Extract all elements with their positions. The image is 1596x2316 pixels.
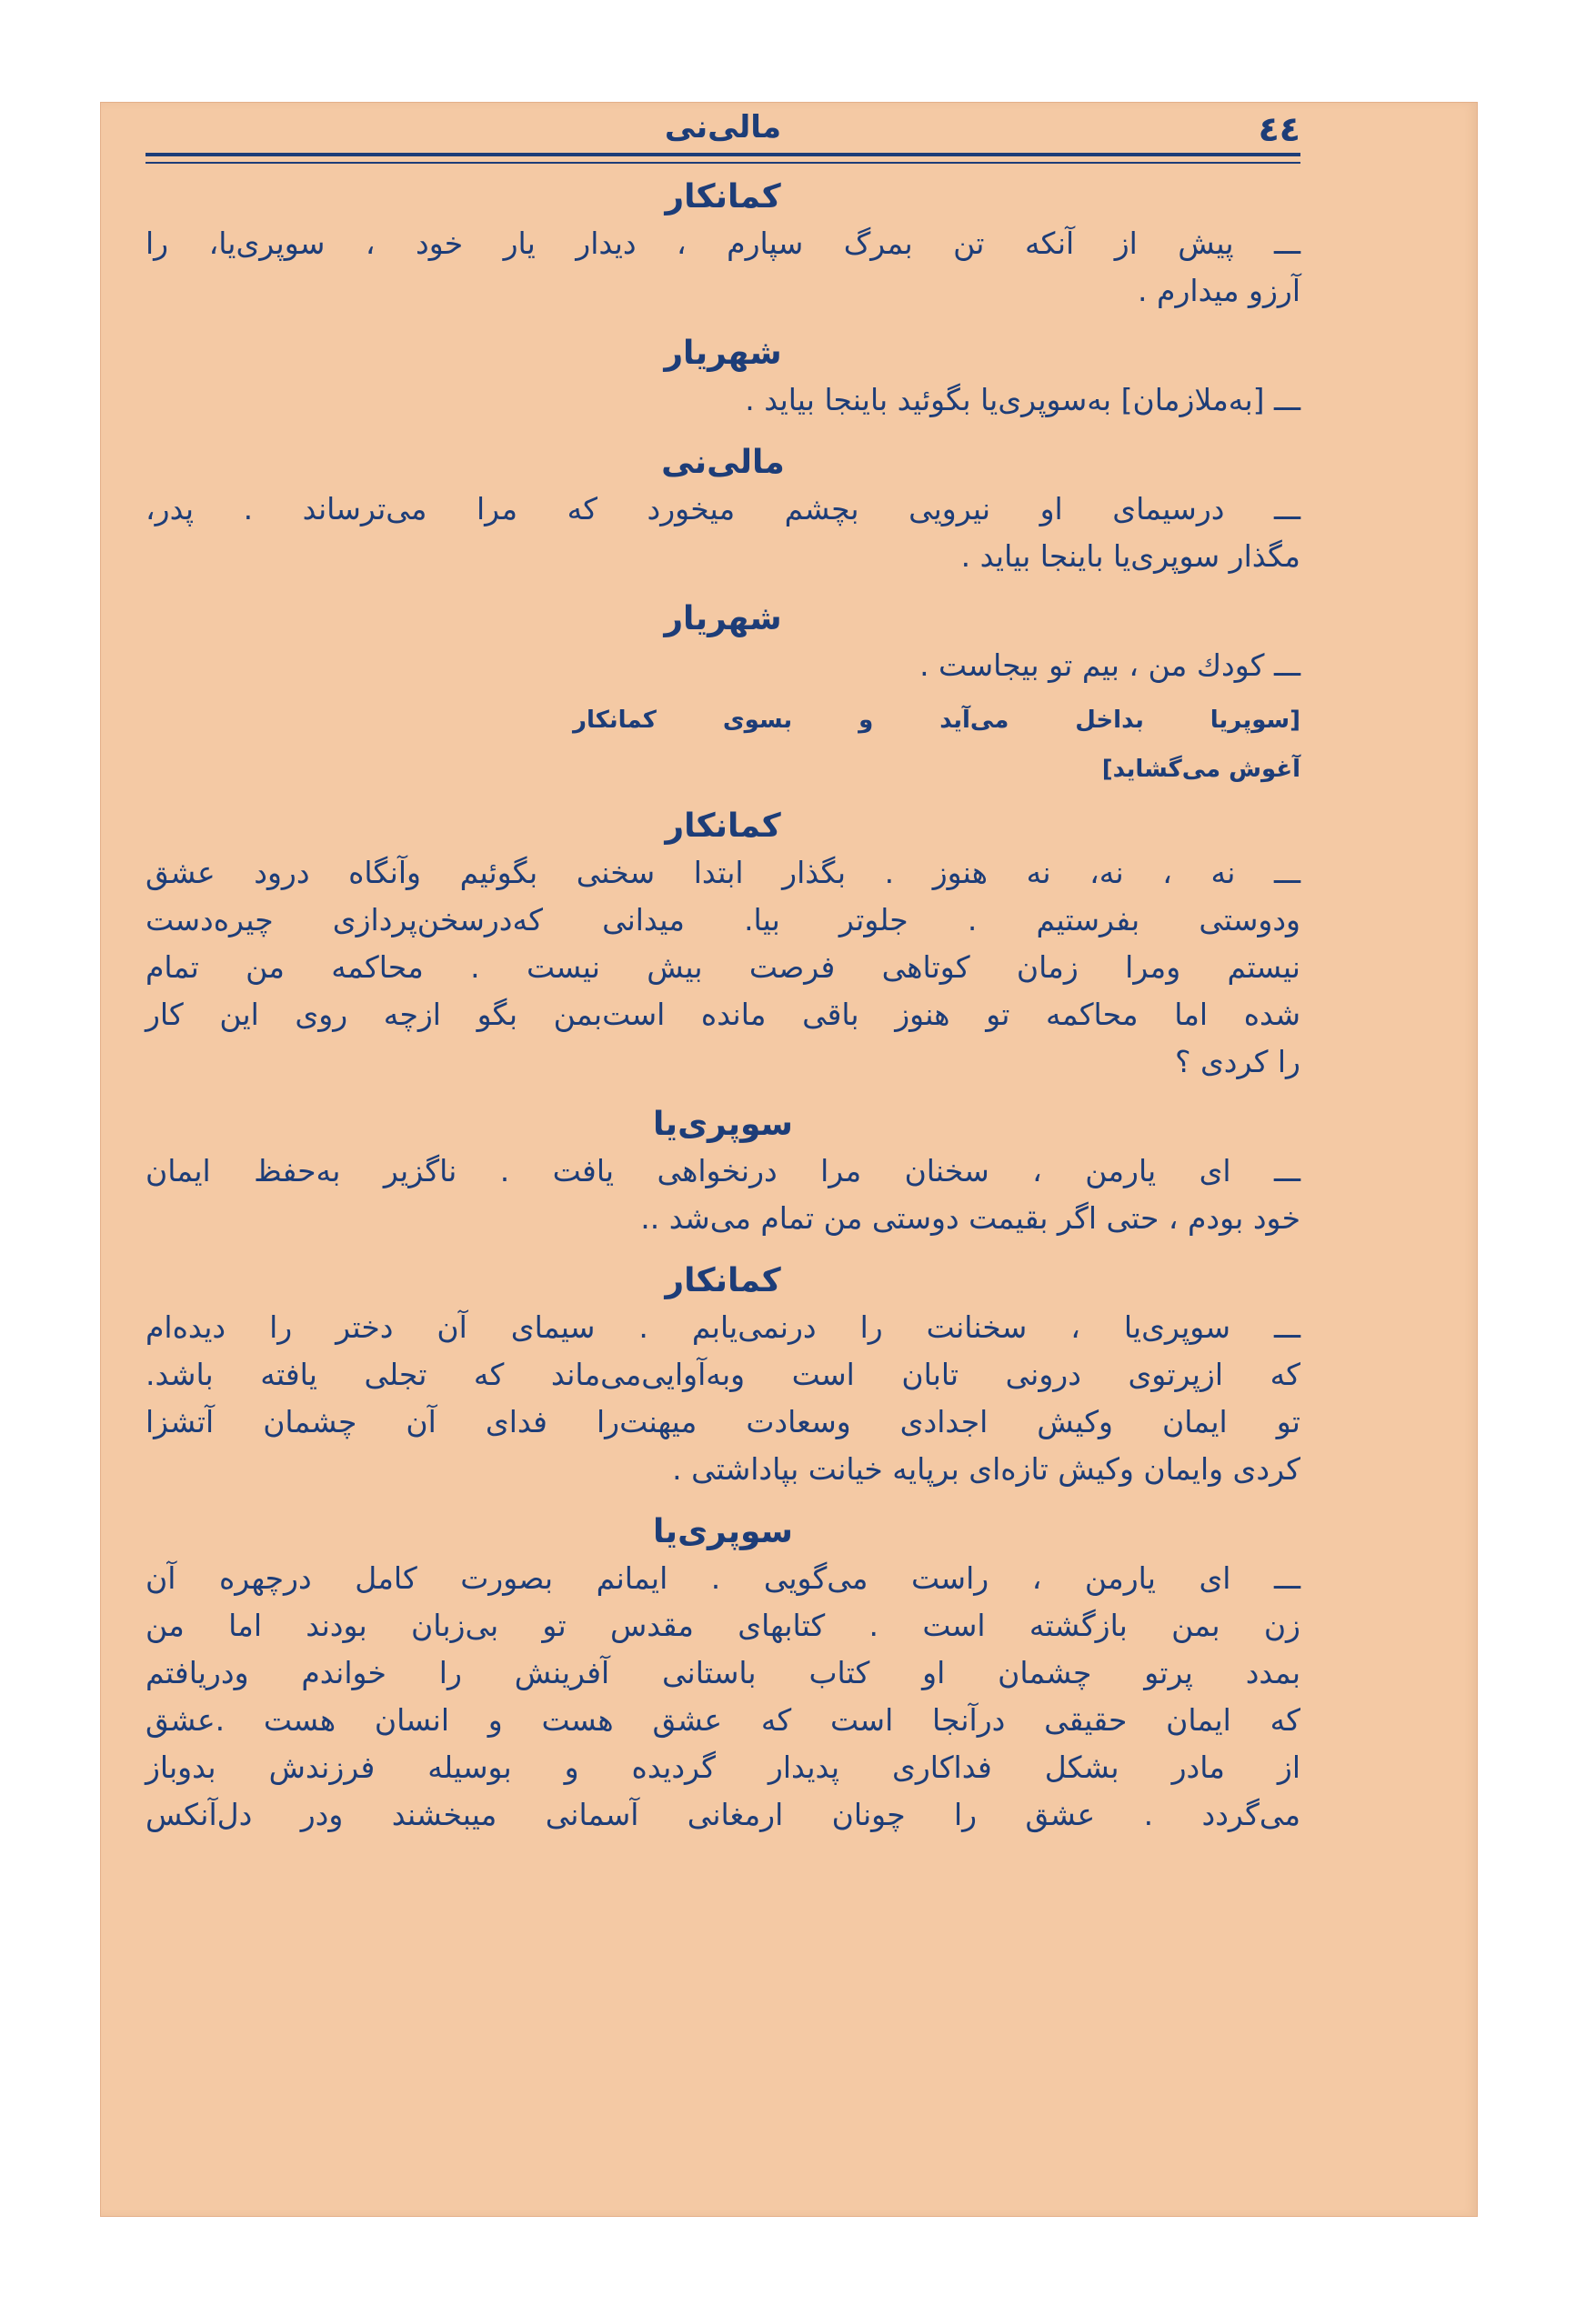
dialogue-line: ـــ کودك من ، بیم تو بیجاست . xyxy=(919,647,1300,683)
speaker-name: سوپری‌یا xyxy=(653,1513,793,1550)
dialogue-line: آرزو میدارم . xyxy=(1138,273,1300,308)
stage-direction: [سوپریا بداخل می‌آید و بسوی کمانکار xyxy=(573,707,1300,734)
dialogue-line: ـــ درسیمای او نیرویی بچشم میخورد که مرا می‌ترساند . پدر، xyxy=(146,491,1300,526)
stage-direction: آغوش می‌گشاید] xyxy=(1101,756,1300,783)
page-number: ٤٤ xyxy=(1258,109,1300,149)
dialogue-line: از مادر بشکل فداکاری پدیدار گردیده و بوسیله فرزندش بدوباز xyxy=(146,1750,1300,1785)
header-rule xyxy=(146,153,1300,156)
speaker-name: مالی‌نی xyxy=(661,444,785,481)
speaker-name: کمانکار xyxy=(665,1262,781,1299)
dialogue-line: که ازپرتوی درونی تابان است وبه‌آوایی‌می‌ماند که تجلی یافته باشد. xyxy=(146,1357,1300,1392)
dialogue-line: که ایمان حقیقی درآنجا است که عشق هست و انسان هست .عشق xyxy=(146,1702,1300,1738)
speaker-name: کمانکار xyxy=(665,178,781,216)
speaker-name: شهریار xyxy=(664,600,782,637)
dialogue-line: شده اما محاکمه تو هنوز باقی مانده است‌بمن بگو ازچه روی این کار xyxy=(146,997,1300,1032)
dialogue-line: ـــ ای یارمن ، سخنان مرا درنخواهی یافت . ناگزیر به‌حفظ ایمان xyxy=(146,1153,1300,1188)
dialogue-line: مگذار سوپری‌یا باینجا بیاید . xyxy=(960,538,1300,574)
header-rule-thin xyxy=(146,162,1300,164)
speaker-name: شهریار xyxy=(664,335,782,372)
dialogue-line: می‌گردد . عشق را چونان ارمغانی آسمانی میبخشند ودر دل‌آنکس xyxy=(146,1797,1300,1832)
dialogue-line: ـــ سوپری‌یا ، سخنانت را درنمی‌یابم . سیمای آن دختر را دیده‌ام xyxy=(146,1309,1300,1345)
dialogue-line: زن بمن بازگشته است . کتابهای مقدس تو بی‌زبان بودند اما من xyxy=(146,1608,1300,1643)
dialogue-line: ـــ نه ، نه، نه هنوز . بگذار ابتدا سخنی بگوئیم وآنگاه درود عشق xyxy=(146,855,1300,890)
running-title: مالی‌نی xyxy=(664,109,782,145)
dialogue-line: ـــ ای یارمن ، راست می‌گویی . ایمانم بصورت کامل درچهره آن xyxy=(146,1560,1300,1596)
speaker-name: سوپری‌یا xyxy=(653,1106,793,1143)
speaker-name: کمانکار xyxy=(665,807,781,845)
dialogue-line: ـــ پیش از آنکه تن بمرگ سپارم ، دیدار یار خود ، سوپری‌یا، را xyxy=(146,226,1300,261)
dialogue-line: خود بودم ، حتی اگر بقیمت دوستی من تمام می‌شد .. xyxy=(640,1200,1300,1236)
dialogue-line: نیستم ومرا زمان کوتاهی فرصت بیش نیست . محاکمه من تمام xyxy=(146,949,1300,985)
dialogue-line: ودوستی بفرستیم . جلوتر بیا. میدانی که‌درسخن‌پردازی چیره‌دست xyxy=(146,902,1300,937)
dialogue-line: کردی وایمان وکیش تازه‌ای برپایه خیانت بپاداشتی . xyxy=(672,1451,1300,1487)
play-text xyxy=(146,175,1300,1839)
dialogue-line: را کردی ؟ xyxy=(1174,1044,1300,1079)
dialogue-line: تو ایمان وکیش اجدادی وسعادت میهنت‌را فدای آن چشمان آتشزا xyxy=(146,1404,1300,1439)
page-header xyxy=(146,98,1300,153)
dialogue-line: بمدد پرتو چشمان او کتاب باستانی آفرینش را خواندم ودریافتم xyxy=(146,1655,1300,1690)
dialogue-line: ـــ [به‌ملازمان] به‌سوپری‌یا بگوئید باینجا بیاید . xyxy=(745,382,1300,417)
